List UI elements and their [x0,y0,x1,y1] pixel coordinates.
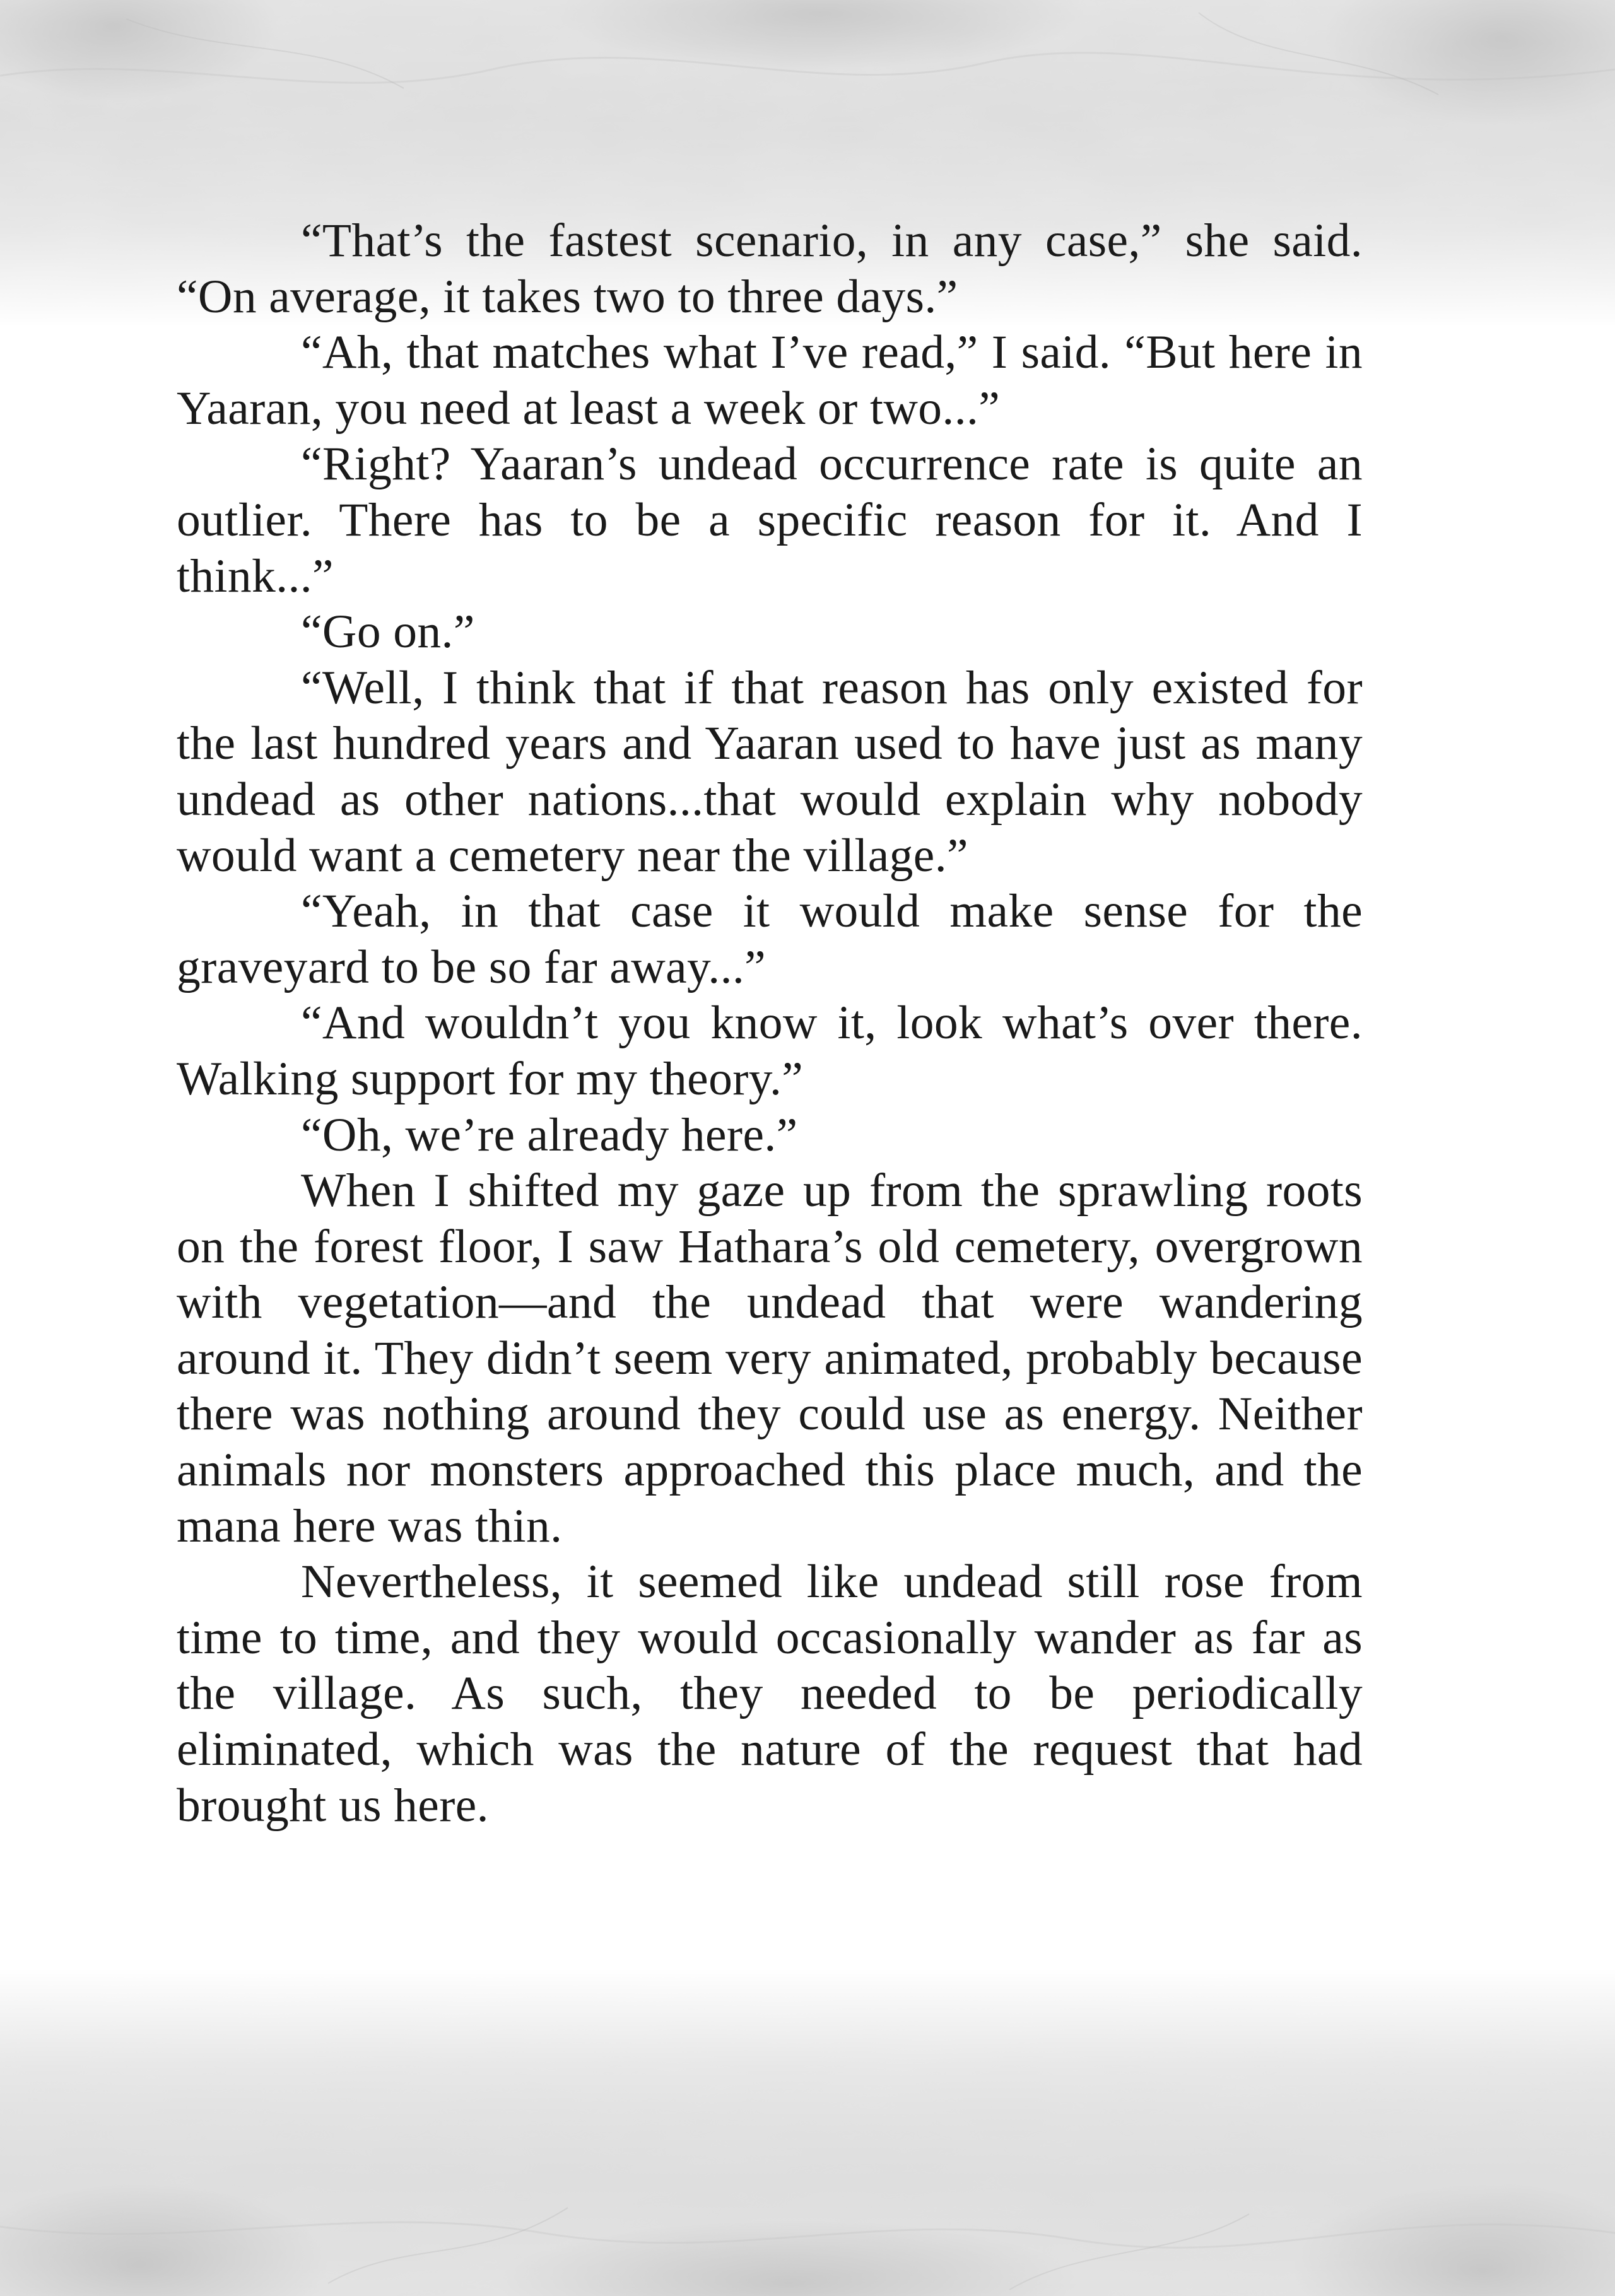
paragraph: “Go on.” [301,606,475,659]
paragraph: “Right? Yaaran’s undead occurrence rate is quite an outlier. There has to be a specific reason for it. And I think...” [177,438,1363,602]
paragraph: “Ah, that matches what I’ve read,” I said. “But here in Yaaran, you need at least a week or two...” [177,326,1363,435]
paragraph: “Well, I think that if that reason has only existed for the last hundred years and Yaaran used to have just as many undead as other nations...that would explain why nobody would want a cemetery near the village.” [177,661,1363,882]
paragraph: “Yeah, in that case it would make sense for the graveyard to be so far away...” [177,885,1363,993]
paragraph: Nevertheless, it seemed like undead still rose from time to time, and they would occasionally wander as far as the village. As such, they needed to be periodically eliminated, which was the nature of the request that had brought us here. [177,1555,1363,1832]
page-body [177,213,1363,1834]
paragraph: “Oh, we’re already here.” [301,1108,798,1161]
paragraph: When I shifted my gaze up from the sprawling roots on the forest floor, I saw Hathara’s old cemetery, overgrown with vegetation—and the undead that were wandering around it. They didn’t seem very animated, probably because there was nothing around they could use as energy. Neither animals nor monsters approached this place much, and the mana here was thin. [177,1164,1363,1552]
paragraph: “And wouldn’t you know it, look what’s over there. Walking support for my theory.” [177,997,1363,1105]
paragraph: “That’s the fastest scenario, in any case,” she said. “On average, it takes two to three days.” [177,214,1363,323]
stone-texture-bottom [0,1968,1615,2296]
